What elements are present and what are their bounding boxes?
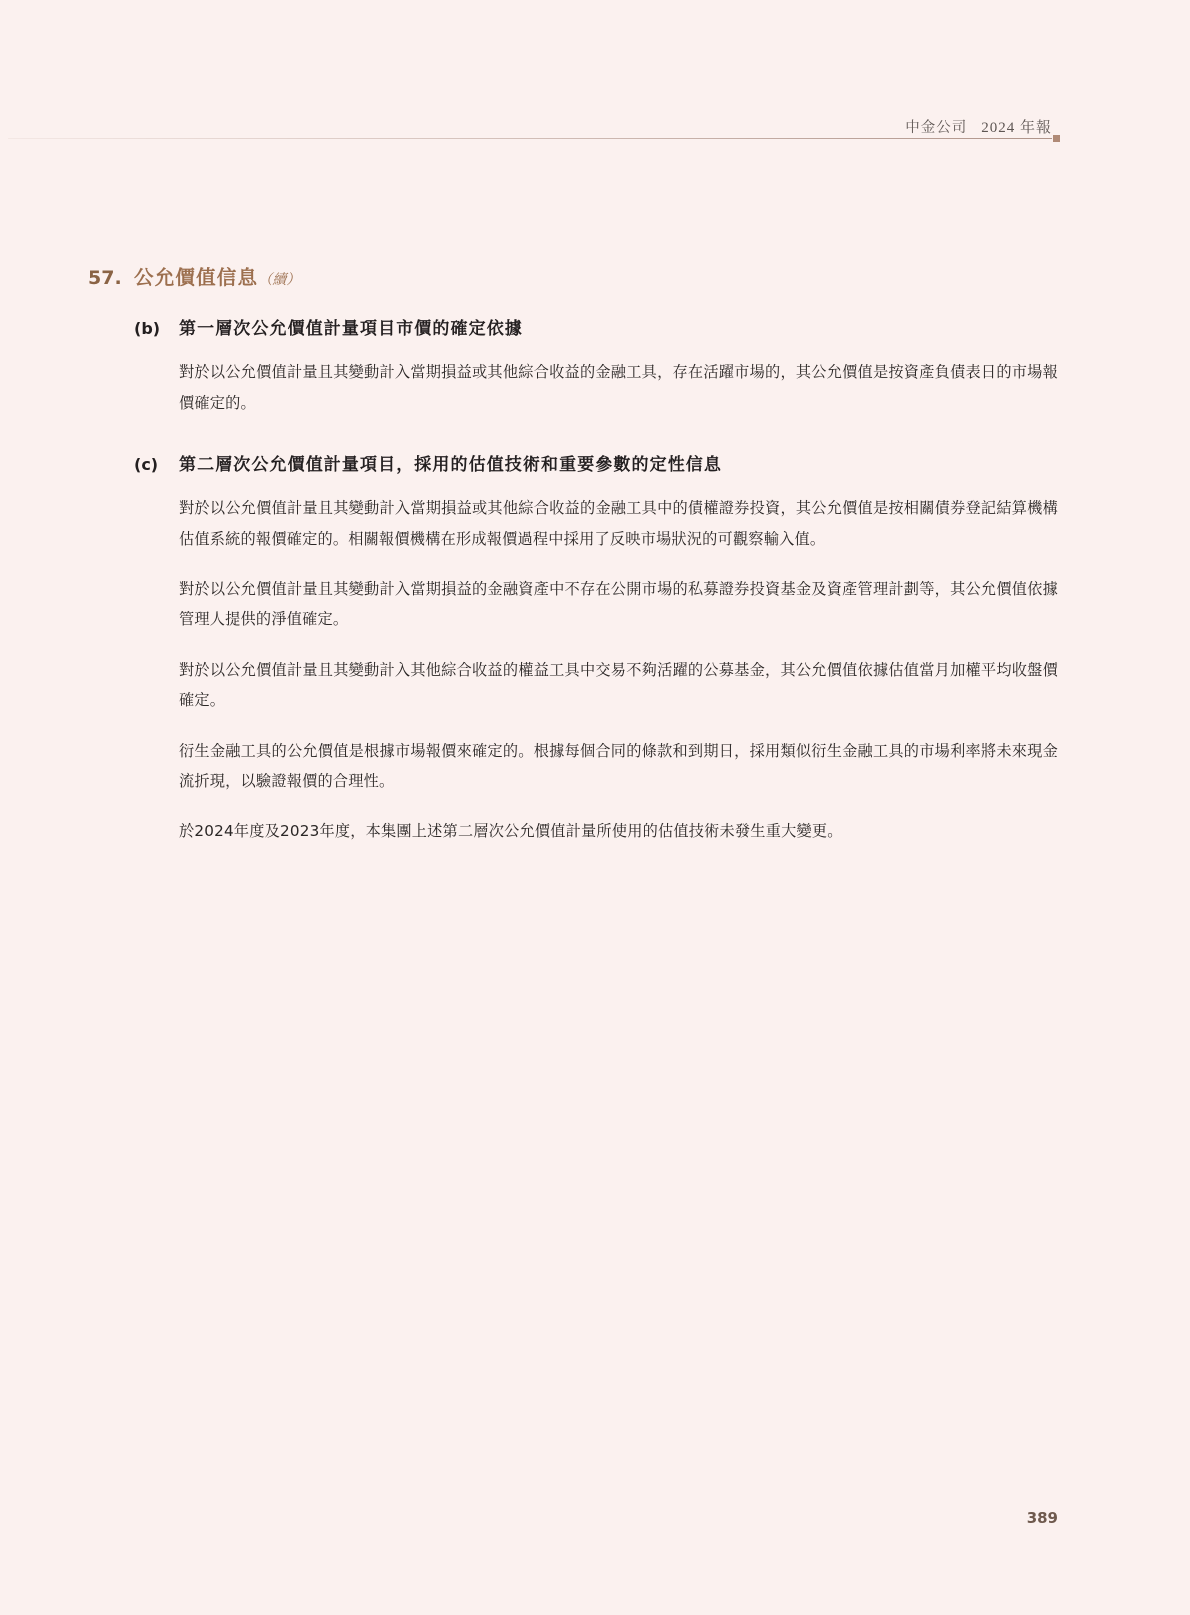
subsection-c-body [179, 452, 1058, 847]
page-content [88, 262, 1058, 847]
section-continued-marker: （續） [258, 272, 301, 288]
subsection-c-paragraph-5: 於2024年度及2023年度，本集團上述第二層次公允價值計量所使用的估值技術未發生重大變更。 [179, 822, 843, 841]
subsection-b-label: (b) [134, 319, 161, 338]
header-divider [8, 138, 1052, 139]
subsection-b [134, 316, 1058, 418]
subsection-c-paragraph-4: 衍生金融工具的公允價值是根據市場報價來確定的。根據每個合同的條款和到期日，採用類似衍生金融工具的市場利率將未來現金流折現，以驗證報價的合理性。 [179, 741, 1058, 791]
section-title [88, 262, 1058, 290]
subsection-c [134, 452, 1058, 847]
subsection-b-body [179, 316, 1058, 418]
section-spacer [88, 418, 1058, 452]
header-square-marker [1053, 135, 1060, 142]
section-number: 57. [88, 267, 122, 289]
subsection-b-paragraph-1: 對於以公允價值計量且其變動計入當期損益或其他綜合收益的金融工具，存在活躍市場的，其公允價值是按資產負債表日的市場報價確定的。 [179, 363, 1058, 412]
header-year-label: 2024 年報 [981, 120, 1052, 136]
header-company-name: 中金公司 [905, 120, 968, 136]
page-number: 389 [1026, 1509, 1058, 1527]
subsection-b-title: 第一層次公允價值計量項目市價的確定依據 [179, 319, 523, 339]
subsection-c-label: (c) [134, 455, 159, 474]
section-heading-text: 公允價值信息 [134, 266, 259, 289]
subsection-c-paragraph-1: 對於以公允價值計量且其變動計入當期損益或其他綜合收益的金融工具中的債權證券投資，其公允價值是按相關債券登記結算機構估值系統的報價確定的。相關報價機構在形成報價過程中採用了反映市場狀況的可觀察輸入值。 [179, 499, 1058, 548]
subsection-c-paragraph-3: 對於以公允價值計量且其變動計入其他綜合收益的權益工具中交易不夠活躍的公募基金，其公允價值依據估值當月加權平均收盤價確定。 [179, 660, 1058, 710]
header-text [905, 116, 1052, 137]
subsection-c-title: 第二層次公允價值計量項目，採用的估值技術和重要參數的定性信息 [179, 455, 722, 475]
page-header [0, 108, 1190, 148]
subsection-c-paragraph-2: 對於以公允價值計量且其變動計入當期損益的金融資產中不存在公開市場的私募證券投資基金及資產管理計劃等，其公允價值依據管理人提供的淨值確定。 [179, 580, 1058, 629]
